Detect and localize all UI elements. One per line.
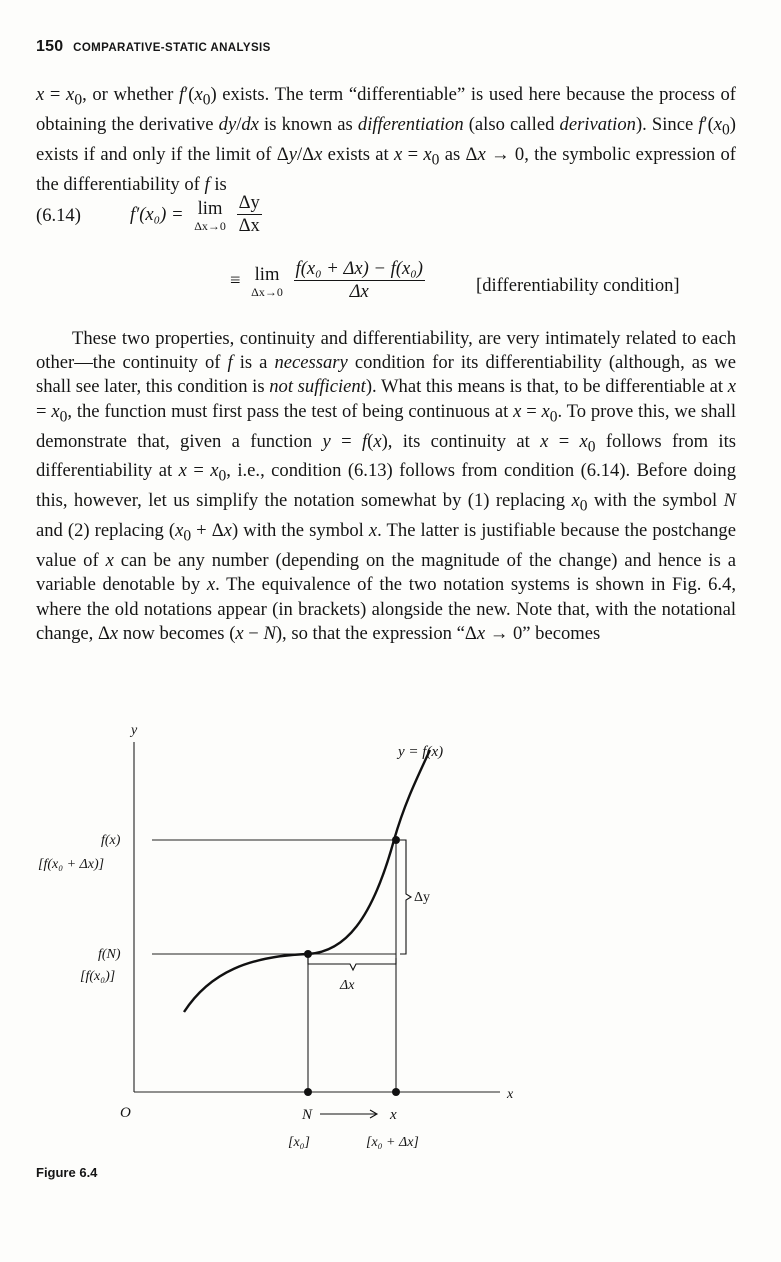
paragraph-intro-text: $x = x_0$, or whether $f'(x_0)$ exists. The term “differentiable” is used here because the process of obtaining the derivative dy/dx is known as differentiation (also called derivation). Since $f'(x_0)$ exists if and only if the limit of Δy/Δx exists at $x = x_0$ as Δx → 0, the symbolic expression of the differentiability of f is [36,84,736,195]
fN-bracket-label: [f(x₀)] [80,969,116,984]
figure-caption: Figure 6.4 [36,1165,98,1180]
dy-label: Δy [414,890,431,905]
equation-line-2 [230,258,425,303]
y-axis-label: y [131,723,138,738]
fx-label: f(x) [101,833,121,848]
point-N-on-axis [304,1088,312,1096]
figure-graph [0,700,781,1220]
difference-quotient-expanded [294,258,425,303]
lim-text-2: lim [254,263,280,285]
frac2-denominator: Δx [294,280,425,303]
x-bracket-label: [x₀ + Δx] [366,1135,419,1150]
dx-label: Δx [340,978,355,993]
equation-number: (6.14) [36,205,81,226]
difference-quotient [237,192,262,237]
point-N-on-curve [304,950,312,958]
dy-brace [400,840,411,954]
page-number: 150 [36,38,64,55]
paragraph-main-text: These two properties, continuity and differentiability, are very intimately related to each other—the continuity of f is a necessary condition for its differentiability (although, as we shall see later, this condition is not sufficient). What this means is that, to be differentiable at $x = x_0$, the function must first pass the test of being continuous at $x = x_0$. To prove this, we shall demonstrate that, given a function y = f(x), its continuity at $x = x_0$ follows from its differentiability at $x = x_0$, i.e., condition (6.13) follows from condition (6.14). Before doing this, however, let us simplify the notation somewhat by (1) replacing $x_0$ with the symbol N and (2) replacing $(x_0 + \Delta x)$ with the symbol x. The latter is justifiable because the postchange value of x can be any number (depending on the magnitude of the change) and hence is a variable denotable by x. The equivalence of the two notation systems is shown in Fig. 6.4, where the old notations appear (in brackets) alongside the new. Note that, with the notational change, Δx now becomes (x − N), so that the expression “Δx → 0” becomes [36,328,737,644]
frac2-numerator: f(x₀ + Δx) − f(x₀) [295,258,423,279]
frac-denominator: Δx [238,215,260,236]
x-point-label: x [390,1107,397,1123]
limit-operator-1 [194,198,226,232]
equation-line-1 [130,192,262,237]
paragraph-intro [36,83,736,197]
N-bracket-label: [x₀] [288,1135,310,1150]
limit-operator-2 [251,264,283,298]
dx-brace [308,958,396,970]
lim-text: lim [197,197,223,219]
equation-lhs: f′(x₀) = [130,203,184,225]
lim-subscript-2: Δx→0 [251,284,283,299]
x-axis-label: x [507,1087,514,1102]
fx-bracket-label: [f(x₀ + Δx)] [38,857,105,872]
section-title: COMPARATIVE-STATIC ANALYSIS [73,42,271,54]
point-x-on-curve [392,836,400,844]
fN-label: f(N) [98,947,121,962]
origin-label: O [120,1105,131,1121]
equiv-sign: ≡ [230,269,241,291]
running-head [36,38,271,56]
point-x-on-axis [392,1088,400,1096]
frac-numerator: Δy [238,192,260,213]
curve-label: y = f(x) [398,744,444,760]
paragraph-main [36,327,736,646]
differentiability-condition-label: [differentiability condition] [476,275,680,296]
function-curve [184,750,430,1012]
figure-6-4 [0,700,781,1220]
N-label: N [302,1107,313,1123]
lim-subscript: Δx→0 [194,218,226,233]
